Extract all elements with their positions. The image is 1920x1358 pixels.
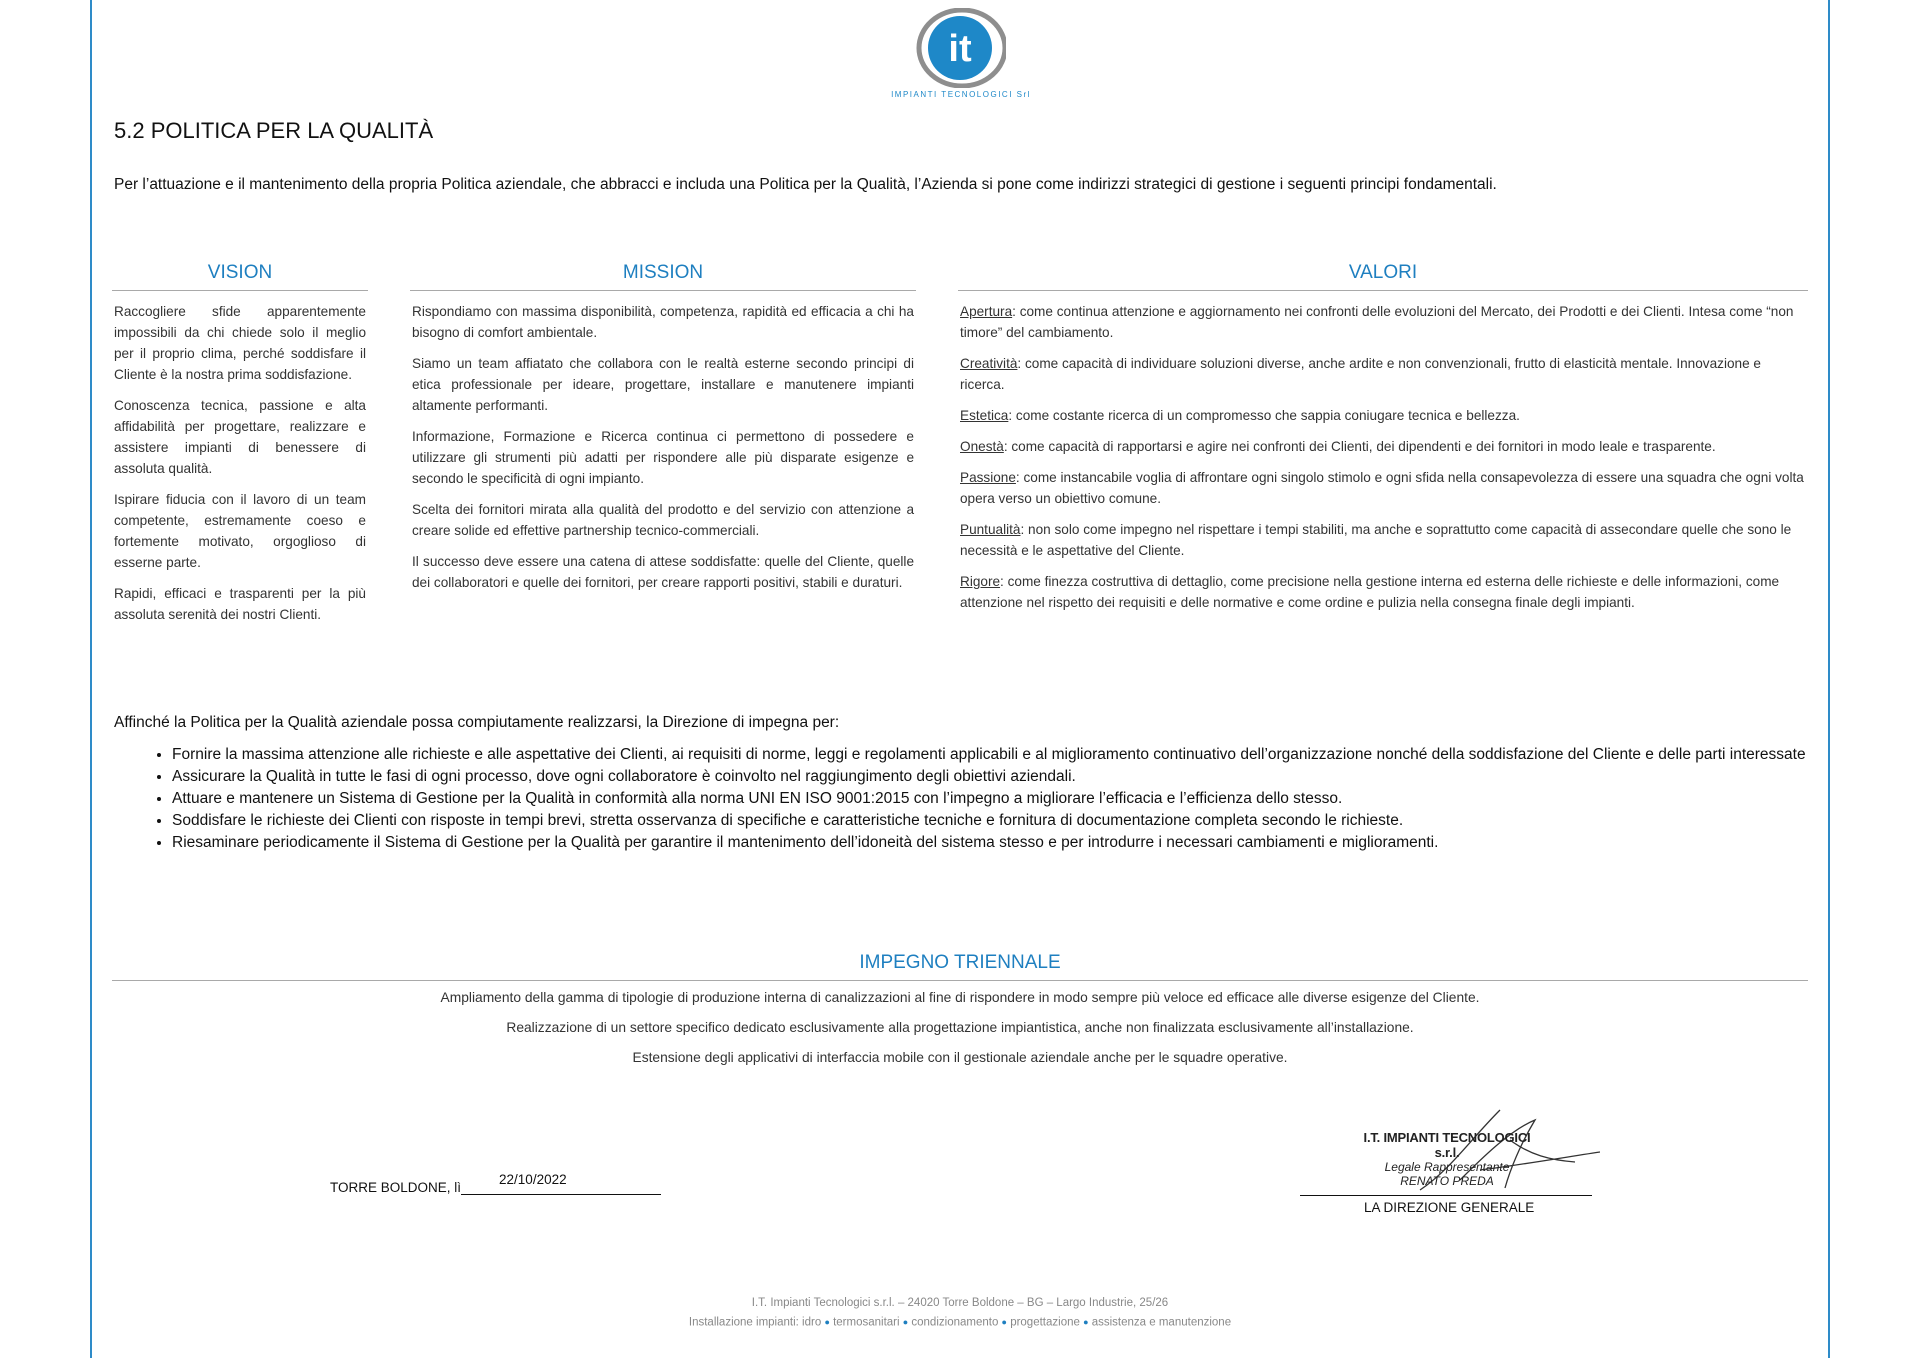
valori-item bbox=[960, 571, 1806, 613]
commitment-item: • Riesaminare periodicamente il Sistema di Gestione per la Qualità per garantire il mantenimento dell’idoneità del sistema stesso e per introdurre i necessari cambiamenti e miglioramenti. bbox=[172, 832, 1814, 853]
valori-column bbox=[958, 262, 1808, 623]
signature-date: 22/10/2022 bbox=[499, 1172, 567, 1187]
mission-paragraph: Informazione, Formazione e Ricerca continua ci permettono di possedere e utilizzare gli strumenti più adatti per rispondere alle più disparate esigenze e secondo le specificità di ogni impianto. bbox=[412, 429, 914, 486]
triennale-heading: IMPEGNO TRIENNALE bbox=[112, 952, 1808, 981]
vision-paragraph: Rapidi, efficaci e trasparenti per la più assoluta serenità dei nostri Clienti. bbox=[114, 586, 366, 622]
commitment-item: • Fornire la massima attenzione alle richieste e alle aspettative dei Clienti, ai requisiti di norme, leggi e regolamenti applicabili e al miglioramento continuativo dell’organizzazione nonché della soddisfazione del Cliente e delle parti interessate bbox=[172, 744, 1814, 765]
triennale-line: Estensione degli applicativi di interfaccia mobile con il gestionale aziendale anche per le squadre operative. bbox=[632, 1050, 1288, 1065]
valori-term: Passione bbox=[960, 470, 1016, 485]
triennale-line: Realizzazione di un settore specifico dedicato esclusivamente alla progettazione impiantistica, anche non finalizzata esclusivamente all’installazione. bbox=[506, 1020, 1414, 1035]
place-label: TORRE BOLDONE, lì bbox=[330, 1180, 462, 1195]
vision-paragraph: Ispirare fiducia con il lavoro di un team competente, estremamente coeso e fortemente motivato, orgoglioso di esserne parte. bbox=[114, 492, 366, 570]
footer-services-prefix: Installazione impianti: bbox=[688, 1316, 799, 1329]
commitment-section bbox=[114, 714, 1814, 854]
footer-services bbox=[0, 1313, 1920, 1333]
page-footer bbox=[0, 1294, 1920, 1333]
footer-address: I.T. Impianti Tecnologici s.r.l. – 24020 Torre Boldone – BG – Largo Industrie, 25/26 bbox=[751, 1297, 1169, 1309]
mission-heading: MISSION bbox=[410, 262, 916, 291]
date-line bbox=[461, 1172, 661, 1195]
valori-text: : come capacità di individuare soluzioni diverse, anche ardite e non convenzionali, frutto di elasticità mentale. Innovazione e ricerca. bbox=[960, 356, 1761, 392]
commitment-list bbox=[114, 744, 1814, 853]
valori-heading: VALORI bbox=[958, 262, 1808, 291]
valori-text: : come instancabile voglia di affrontare ogni singolo stimolo e ogni sfida nella consapevolezza di essere una squadra che ogni volta opera verso un obiettivo comune. bbox=[960, 470, 1804, 506]
footer-service: idro bbox=[802, 1316, 822, 1329]
valori-text: : come continua attenzione e aggiornamento nei confronti delle evoluzioni del Mercato, dei Prodotti e dei Clienti. Intesa come “non timore” del cambiamento. bbox=[960, 304, 1794, 340]
footer-service: assistenza e manutenzione bbox=[1091, 1316, 1232, 1329]
bullet-dot-icon: ● bbox=[902, 1317, 909, 1327]
triennale-section bbox=[112, 952, 1808, 1079]
valori-term: Onestà bbox=[960, 439, 1004, 454]
valori-term: Rigore bbox=[960, 574, 1001, 589]
bullet-dot-icon: ● bbox=[824, 1317, 830, 1327]
page-title: 5.2 POLITICA PER LA QUALITÀ bbox=[114, 118, 434, 143]
valori-item bbox=[960, 436, 1806, 457]
mission-column bbox=[410, 262, 916, 603]
triennale-body bbox=[112, 981, 1808, 1067]
logo-icon bbox=[916, 8, 1006, 88]
footer-service: progettazione bbox=[1010, 1316, 1080, 1329]
signature-line bbox=[1300, 1195, 1592, 1196]
valori-item bbox=[960, 467, 1806, 509]
commitment-item: • Assicurare la Qualità in tutte le fasi di ogni processo, dove ogni collaboratore è coinvolto nel raggiungimento degli obiettivi aziendali. bbox=[172, 766, 1814, 787]
signature-block bbox=[1300, 1100, 1592, 1220]
valori-item bbox=[960, 301, 1806, 343]
stamp-company: I.T. IMPIANTI TECNOLOGICI s.r.l. bbox=[1363, 1130, 1531, 1160]
footer-service: termosanitari bbox=[833, 1316, 900, 1329]
page-frame-right bbox=[1828, 0, 1830, 1358]
vision-paragraph: Raccogliere sfide apparentemente impossibili da chi chiede solo il meglio per il proprio clima, perché soddisfare il Cliente è la nostra prima soddisfazione. bbox=[114, 304, 366, 382]
vision-paragraph: Conoscenza tecnica, passione e alta affidabilità per progettare, realizzare e assistere impianti di benessere di assoluta qualità. bbox=[114, 398, 366, 476]
place-date bbox=[330, 1172, 661, 1195]
valori-item bbox=[960, 353, 1806, 395]
page-frame-left bbox=[90, 0, 92, 1358]
valori-body bbox=[958, 291, 1808, 613]
company-stamp bbox=[1362, 1130, 1532, 1188]
valori-item bbox=[960, 405, 1806, 426]
bullet-dot-icon: ● bbox=[1083, 1317, 1089, 1327]
footer-service: condizionamento bbox=[911, 1316, 999, 1329]
valori-text: : come finezza costruttiva di dettaglio, come precisione nella gestione interna ed esterna delle richieste e delle informazioni, come attenzione nel rispetto dei requisiti e delle normative e come ordine e pulizia nella consegna finale degli impianti. bbox=[960, 574, 1780, 610]
valori-text: : come capacità di rapportarsi e agire nei confronti dei Clienti, dei dipendenti e dei fornitori in modo leale e trasparente. bbox=[1003, 439, 1716, 454]
valori-term: Estetica bbox=[960, 408, 1009, 423]
valori-text: : non solo come impegno nel rispettare i tempi stabiliti, ma anche e soprattutto come capacità di assecondare quelle che sono le necessità e le aspettative del Cliente. bbox=[960, 522, 1792, 558]
commitment-item: • Soddisfare le richieste dei Clienti con risposte in tempi brevi, stretta osservanza di specifiche e caratteristiche tecniche e fornitura di documentazione completa secondo le richieste. bbox=[172, 810, 1814, 831]
valori-term: Apertura bbox=[960, 304, 1013, 319]
mission-paragraph: Siamo un team affiatato che collabora con le realtà esterne secondo principi di etica professionale per ideare, progettare, installare e manutenere impianti altamente performanti. bbox=[412, 356, 914, 413]
logo-mark: it bbox=[948, 28, 972, 70]
stamp-role: Legale Rappresentante bbox=[1384, 1160, 1510, 1174]
logo-caption: IMPIANTI TECNOLOGICI Srl bbox=[891, 90, 1031, 99]
valori-item bbox=[960, 519, 1806, 561]
stamp-person: RENATO PREDA bbox=[1400, 1174, 1494, 1188]
mission-paragraph: Scelta dei fornitori mirata alla qualità del prodotto e del servizio con attenzione a creare solide ed effettive partnership tecnico-commerciali. bbox=[412, 502, 914, 538]
vision-column bbox=[112, 262, 368, 635]
mission-body bbox=[410, 291, 916, 593]
vision-body bbox=[112, 291, 368, 625]
mission-paragraph: Il successo deve essere una catena di attese soddisfatte: quelle del Cliente, quelle dei collaboratori e quelle dei fornitori, per creare rapporti positivi, stabili e duraturi. bbox=[412, 554, 914, 590]
intro-text: Per l’attuazione e il mantenimento della propria Politica aziendale, che abbracci e includa una Politica per la Qualità, l’Azienda si pone come indirizzi strategici di gestione i seguenti principi fondamentali. bbox=[114, 176, 1497, 193]
mission-paragraph: Rispondiamo con massima disponibilità, competenza, rapidità ed efficacia a chi ha bisogno di comfort ambientale. bbox=[412, 304, 914, 340]
valori-text: : come costante ricerca di un compromesso che sappia coniugare tecnica e bellezza. bbox=[1008, 408, 1520, 423]
triennale-line: Ampliamento della gamma di tipologie di produzione interna di canalizzazioni al fine di rispondere in modo sempre più veloce ed efficace alle diverse esigenze del Cliente. bbox=[440, 990, 1480, 1005]
company-logo bbox=[891, 8, 1031, 99]
commitment-lead: Affinché la Politica per la Qualità aziendale possa compiutamente realizzarsi, la Direzione di impegna per: bbox=[114, 714, 840, 731]
bullet-dot-icon: ● bbox=[1001, 1317, 1007, 1327]
valori-term: Puntualità bbox=[960, 522, 1021, 537]
valori-term: Creatività bbox=[960, 356, 1018, 371]
vision-heading: VISION bbox=[112, 262, 368, 291]
signature-label: LA DIREZIONE GENERALE bbox=[1364, 1200, 1535, 1215]
commitment-item: • Attuare e mantenere un Sistema di Gestione per la Qualità in conformità alla norma UNI EN ISO 9001:2015 con l’impegno a migliorare l’efficacia e l’efficienza dello stesso. bbox=[172, 788, 1814, 809]
